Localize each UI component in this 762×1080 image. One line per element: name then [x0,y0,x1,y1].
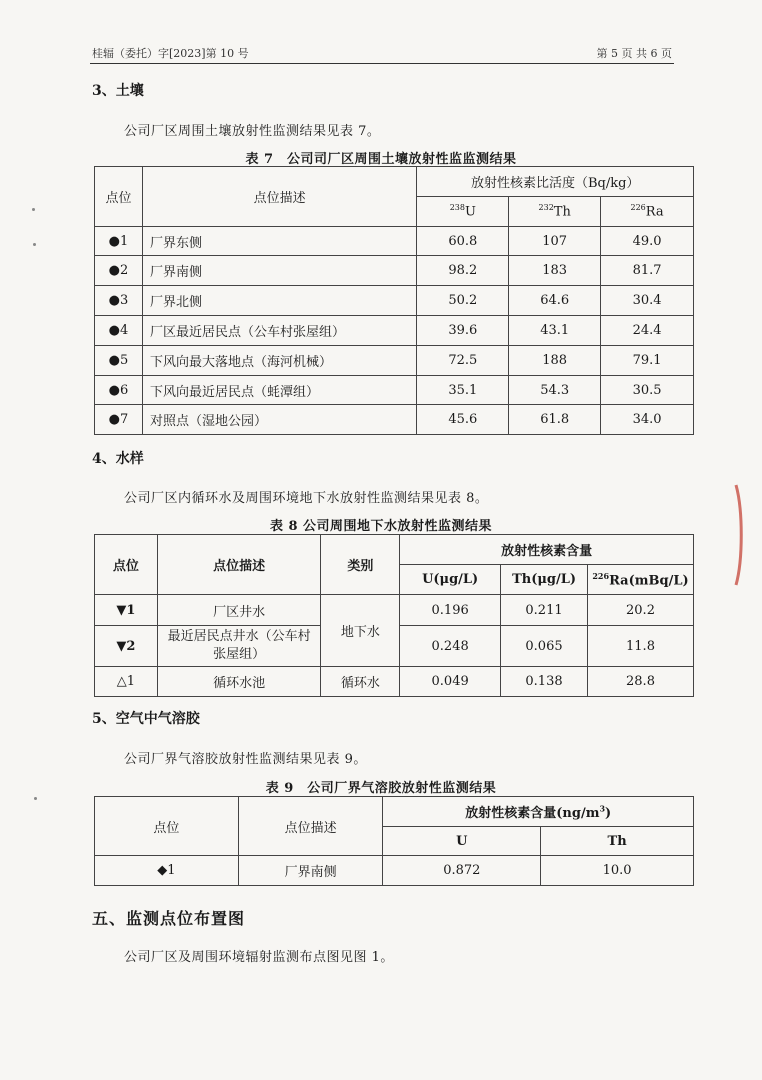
t8-header-ra: $^{226}$Ra(mBq/L) [587,565,693,595]
t8-header-type: 类别 [321,535,400,595]
table-row: ●7 对照点（湿地公园） 45.6 61.8 34.0 [95,405,694,435]
t9-header-th: Th [541,827,694,856]
table-row: ●4 厂区最近居民点（公车村张屋组） 39.6 43.1 24.4 [95,316,694,346]
table-row: ●2 厂界南侧 98.2 183 81.7 [95,256,694,286]
t9-header-group: 放射性核素含量$(ng/m^3)$ [383,797,694,827]
section-aerosol-title: 5、空气中气溶胶 [92,711,200,727]
t8-header-desc: 点位描述 [157,535,321,595]
t9-header-desc: 点位描述 [238,797,383,856]
t7-header-ra: $^{226}$Ra [601,197,694,227]
table-row: ▼2 最近居民点井水（公车村张屋组） 0.248 0.065 11.8 [95,626,694,667]
t8-header-u: U(μg/L) [400,565,501,595]
t8-type-circ: 循环水 [321,667,400,697]
t7-header-desc: 点位描述 [142,167,416,227]
section-water-title: 4、水样 [92,451,144,467]
scan-speck [34,797,37,800]
table7-caption: 表 7 公司司厂区周围土壤放射性监监测结果 [245,152,517,167]
section-soil-text: 公司厂区周围土壤放射性监测结果见表 7。 [124,124,381,139]
t7-header-u: $^{238}$U [417,197,509,227]
t8-header-point: 点位 [95,535,158,595]
t8-header-group: 放射性核素含量 [400,535,694,565]
section-soil-title: 3、土壤 [92,83,144,99]
scan-speck [33,243,36,246]
t9-header-point: 点位 [95,797,239,856]
table-row: ●5 下风向最大落地点（海河机械） 72.5 188 79.1 [95,346,694,376]
section-aerosol-text: 公司厂界气溶胶放射性监测结果见表 9。 [124,752,367,767]
section-layout-title: 五、监测点位布置图 [92,909,246,928]
scan-speck [32,208,35,211]
table7 [94,166,694,435]
table-row: ●6 下风向最近居民点（蚝潭组） 35.1 54.3 30.5 [95,376,694,405]
table-row: ●3 厂界北侧 50.2 64.6 30.4 [95,286,694,316]
t7-header-th: $^{232}$Th [509,197,601,227]
t7-header-point: 点位 [95,167,143,227]
doc-number: 桂辐（委托）字[2023]第 10 号 [92,47,249,60]
section-layout-text: 公司厂区及周围环境辐射监测布点图见图 1。 [124,950,394,965]
header-divider [90,63,674,64]
table-row: ▼1 厂区井水 地下水 0.196 0.211 20.2 [95,595,694,626]
table8 [94,534,694,697]
t7-header-group: 放射性核素比活度（Bq/kg） [417,167,694,197]
table-row: △1 循环水池 循环水 0.049 0.138 28.8 [95,667,694,697]
t9-header-u: U [383,827,541,856]
t8-header-th: Th(μg/L) [501,565,588,595]
table8-caption: 表 8 公司周围地下水放射性监测结果 [269,519,493,534]
table9-caption: 表 9 公司厂界气溶胶放射性监测结果 [265,781,497,796]
t8-type-ground: 地下水 [321,595,400,667]
table9 [94,796,694,886]
section-water-text: 公司厂区内循环水及周围环境地下水放射性监测结果见表 8。 [124,491,489,506]
red-stamp-edge-mark [734,480,744,590]
table-row: ●1 厂界东侧 60.8 107 49.0 [95,227,694,256]
table-row: ◆1 厂界南侧 0.872 10.0 [95,856,694,886]
page-number: 第 5 页 共 6 页 [596,47,672,60]
